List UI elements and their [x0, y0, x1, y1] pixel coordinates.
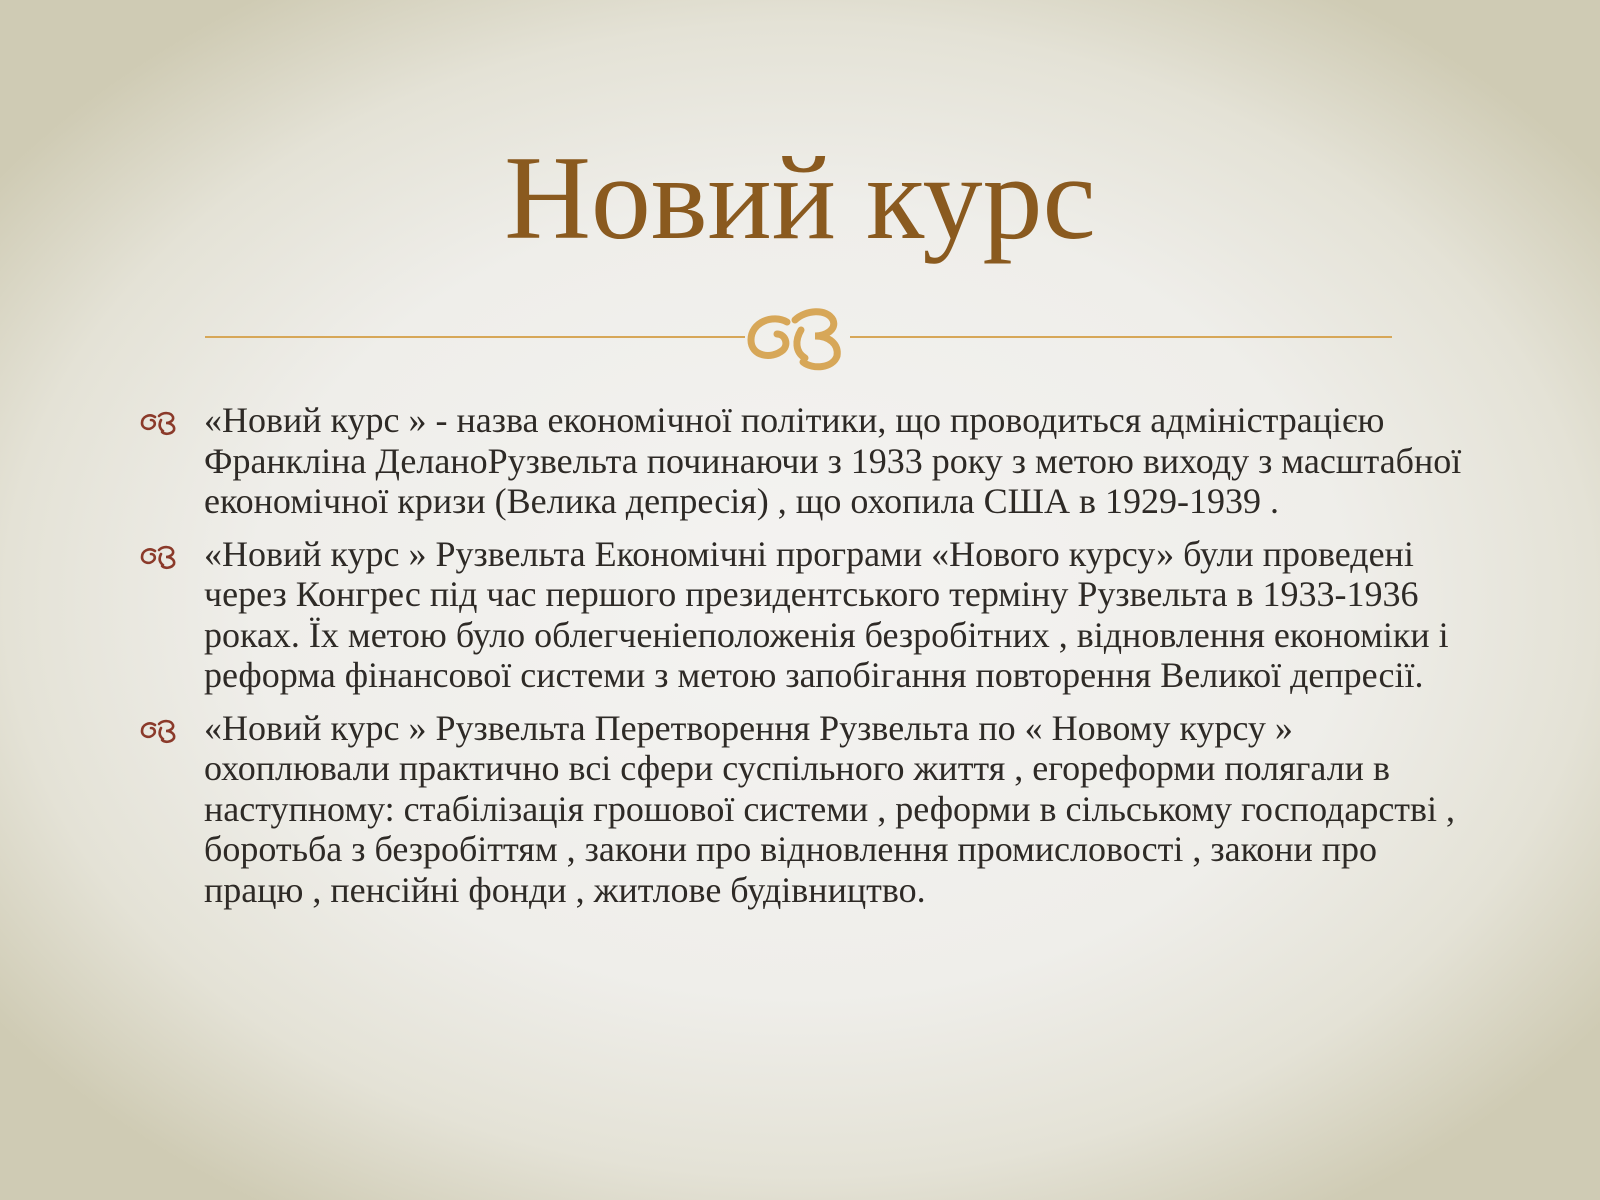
list-item: [140, 534, 1470, 696]
divider-line-right: [850, 336, 1392, 338]
bullet-text: «Новий курс » - назва економічної політики, що проводиться адміністрацією Франкліна ДеланоРузвельта починаючи з 1933 року з метою виходу з масштабної економічної кризи (Велика депресія) , що охопила США в 1929-1939 .: [204, 400, 1462, 521]
bullet-text: «Новий курс » Рузвельта Перетворення Рузвельта по « Новому курсу » охоплювали практично всі сфери суспільного життя , егореформи полягали в наступному: стабілізація грошової системи , реформи в сільському господарстві , боротьба з безробіттям , закони про відновлення промисловості , закони про працю , пенсійні фонди , житлове будівництво.: [204, 707, 1456, 910]
slide-title: Новий курс: [504, 131, 1096, 264]
bullet-text: «Новий курс » Рузвельта Економічні програми «Нового курсу» були проведені через Конгрес під час першого президентського терміну Рузвельта в 1933-1936 роках. Їх метою було облегченіеположенія безробітних , відновлення економіки і реформа фінансової системи з метою запобігання повторення Великої депресії.: [204, 533, 1449, 695]
flourish-bullet-icon: [140, 718, 180, 744]
flourish-bullet-icon: [140, 544, 180, 570]
list-item: [140, 400, 1470, 522]
list-item: [140, 708, 1470, 911]
bullet-list: [140, 400, 1470, 922]
flourish-ornament-icon: [743, 300, 855, 372]
flourish-bullet-icon: [140, 410, 180, 436]
divider-line-left: [205, 336, 745, 338]
